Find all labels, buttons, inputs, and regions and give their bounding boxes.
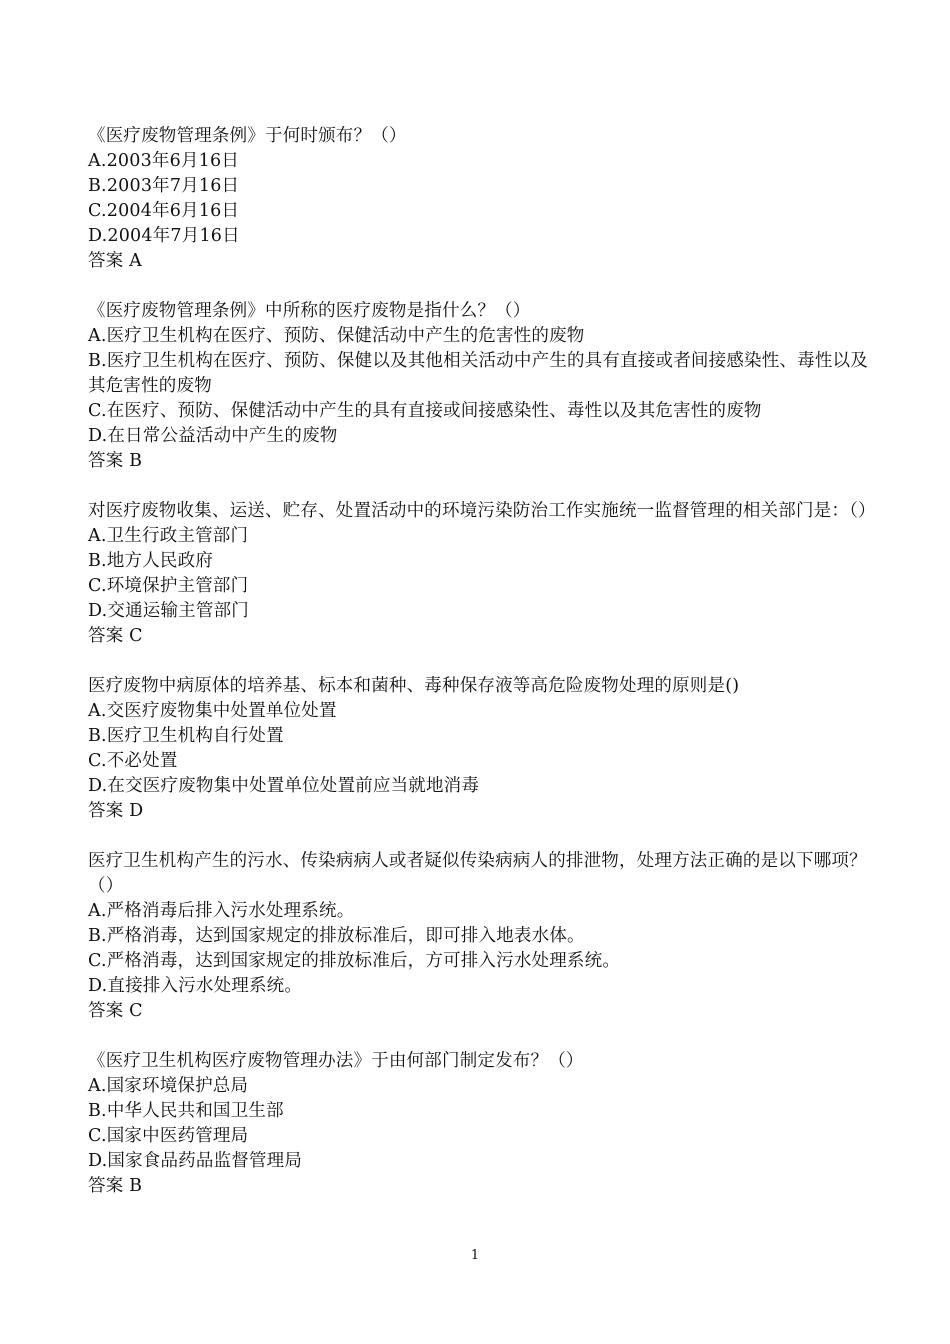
option-a: A.严格消毒后排入污水处理系统。 (88, 901, 355, 921)
answer: 答案 C (88, 1001, 143, 1021)
question-stem: 医疗废物中病原体的培养基、标本和菌种、毒种保存液等高危险废物处理的原则是() (88, 676, 740, 696)
page-number: 1 (470, 1248, 480, 1263)
question-stem: 《医疗卫生机构医疗废物管理办法》于由何部门制定发布？（） (88, 1051, 584, 1071)
answer: 答案 B (88, 451, 143, 471)
question-stem: 《医疗废物管理条例》中所称的医疗废物是指什么？（） (88, 301, 531, 321)
option-b: B.医疗卫生机构在医疗、预防、保健以及其他相关活动中产生的具有直接或者间接感染性、毒性以及其危害性的废物 (88, 351, 868, 396)
option-a: A.医疗卫生机构在医疗、预防、保健活动中产生的危害性的废物 (88, 326, 585, 346)
answer: 答案 A (88, 251, 143, 271)
option-b: B.严格消毒，达到国家规定的排放标准后，即可排入地表水体。 (88, 926, 585, 946)
option-b: B.医疗卫生机构自行处置 (88, 726, 284, 746)
question-stem: 对医疗废物收集、运送、贮存、处置活动中的环境污染防治工作实施统一监督管理的相关部门是：（） (88, 501, 876, 521)
option-c: C.不必处置 (88, 751, 178, 771)
question-3 (88, 499, 878, 649)
option-a: A.卫生行政主管部门 (88, 526, 249, 546)
option-d: D.国家食品药品监督管理局 (88, 1151, 303, 1171)
option-c: C.国家中医药管理局 (88, 1126, 249, 1146)
option-a: A.国家环境保护总局 (88, 1076, 249, 1096)
question-2 (88, 299, 878, 474)
option-d: D.在日常公益活动中产生的废物 (88, 426, 338, 446)
option-b: B.中华人民共和国卫生部 (88, 1101, 284, 1121)
option-c: C.环境保护主管部门 (88, 576, 249, 596)
answer: 答案 B (88, 1176, 143, 1196)
question-stem: 《医疗废物管理条例》于何时颁布？（） (88, 126, 407, 146)
question-4 (88, 674, 878, 824)
option-b: B.2003年7月16日 (88, 176, 240, 196)
answer: 答案 C (88, 626, 143, 646)
option-c: C.2004年6月16日 (88, 201, 240, 221)
option-d: D.直接排入污水处理系统。 (88, 976, 303, 996)
question-5 (88, 849, 878, 1024)
document-body (88, 124, 878, 1224)
question-1 (88, 124, 878, 274)
option-a: A.交医疗废物集中处置单位处置 (88, 701, 337, 721)
option-d: D.2004年7月16日 (88, 226, 240, 246)
option-c: C.在医疗、预防、保健活动中产生的具有直接或间接感染性、毒性以及其危害性的废物 (88, 401, 762, 421)
answer: 答案 D (88, 801, 144, 821)
option-d: D.交通运输主管部门 (88, 601, 249, 621)
option-d: D.在交医疗废物集中处置单位处置前应当就地消毒 (88, 776, 480, 796)
option-c: C.严格消毒，达到国家规定的排放标准后，方可排入污水处理系统。 (88, 951, 621, 971)
question-stem: 医疗卫生机构产生的污水、传染病病人或者疑似传染病病人的排泄物，处理方法正确的是以下哪项？（） (88, 851, 867, 896)
option-a: A.2003年6月16日 (88, 151, 240, 171)
question-6 (88, 1049, 878, 1199)
option-b: B.地方人民政府 (88, 551, 214, 571)
